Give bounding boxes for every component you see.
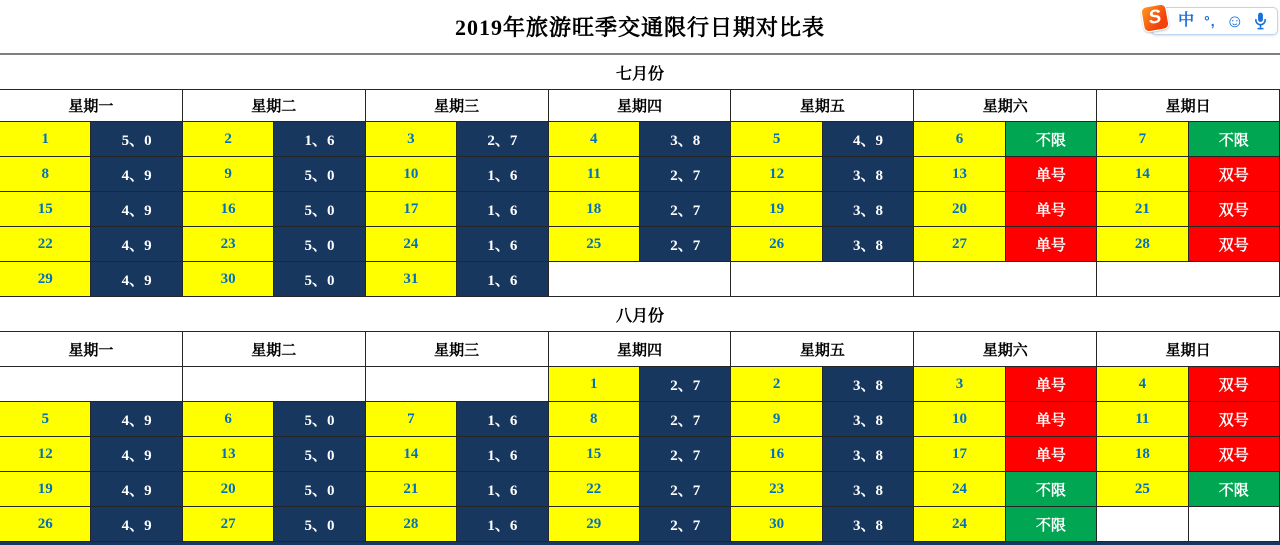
weekday-header-1: 星期一 (0, 90, 183, 122)
page-title: 2019年旅游旺季交通限行日期对比表 (454, 15, 825, 40)
weekday-header-6: 星期六 (914, 332, 1097, 367)
calendar-july (0, 90, 1280, 297)
restriction-cell: 4、9 (91, 192, 182, 227)
weekday-header-6: 星期六 (914, 90, 1097, 122)
restriction-cell: 3、8 (823, 402, 914, 437)
restriction-cell: 1、6 (457, 262, 548, 297)
date-cell: 6 (183, 402, 274, 437)
restriction-cell: 4、9 (823, 122, 914, 157)
restriction-cell: 5、0 (274, 472, 365, 507)
restriction-cell: 双号 (1189, 367, 1280, 402)
date-cell: 7 (366, 402, 457, 437)
empty-day-cell (731, 262, 914, 297)
restriction-cell: 4、9 (91, 437, 182, 472)
date-cell: 29 (549, 507, 640, 542)
date-cell: 18 (549, 192, 640, 227)
empty-day-cell (1097, 262, 1280, 297)
restriction-cell: 5、0 (274, 157, 365, 192)
sogou-logo-icon[interactable]: S (1140, 3, 1170, 33)
restriction-cell: 5、0 (274, 192, 365, 227)
restriction-cell: 3、8 (823, 472, 914, 507)
weekday-header-1: 星期一 (0, 332, 183, 367)
date-cell: 12 (731, 157, 822, 192)
restriction-cell: 4、9 (91, 472, 182, 507)
restriction-cell: 5、0 (274, 402, 365, 437)
date-cell: 14 (366, 437, 457, 472)
date-cell: 26 (0, 507, 91, 542)
date-cell: 11 (549, 157, 640, 192)
date-cell: 23 (183, 227, 274, 262)
date-cell: 8 (549, 402, 640, 437)
date-cell: 20 (183, 472, 274, 507)
restriction-cell: 2、7 (640, 507, 731, 542)
date-cell: 19 (731, 192, 822, 227)
restriction-cell: 2、7 (457, 122, 548, 157)
weekday-header-2: 星期二 (183, 90, 366, 122)
calendar-august (0, 332, 1280, 542)
empty-day-cell (0, 367, 183, 402)
date-cell: 15 (549, 437, 640, 472)
restriction-cell: 3、8 (823, 367, 914, 402)
date-cell: 3 (914, 367, 1005, 402)
date-cell: 19 (0, 472, 91, 507)
restriction-cell: 不限 (1006, 122, 1097, 157)
restriction-cell: 2、7 (640, 227, 731, 262)
restriction-cell: 不限 (1006, 472, 1097, 507)
date-cell: 30 (183, 262, 274, 297)
date-cell: 29 (0, 262, 91, 297)
weekday-header-7: 星期日 (1097, 90, 1280, 122)
microphone-glyph (1254, 11, 1267, 31)
date-cell: 20 (914, 192, 1005, 227)
restriction-cell: 单号 (1006, 437, 1097, 472)
restriction-cell: 2、7 (640, 472, 731, 507)
restriction-cell: 4、9 (91, 507, 182, 542)
date-cell: 12 (0, 437, 91, 472)
date-cell: 21 (366, 472, 457, 507)
date-cell: 16 (731, 437, 822, 472)
restriction-cell: 单号 (1006, 192, 1097, 227)
restriction-cell: 4、9 (91, 262, 182, 297)
restriction-cell: 5、0 (274, 507, 365, 542)
empty-restriction-cell (1189, 507, 1280, 542)
date-cell: 9 (731, 402, 822, 437)
date-cell: 10 (914, 402, 1005, 437)
restriction-cell: 1、6 (457, 402, 548, 437)
restriction-cell: 1、6 (457, 507, 548, 542)
restriction-cell: 3、8 (823, 192, 914, 227)
restriction-cell: 3、8 (823, 437, 914, 472)
date-cell: 18 (1097, 437, 1188, 472)
restriction-cell: 双号 (1189, 227, 1280, 262)
empty-date-cell (1097, 507, 1188, 542)
ime-language-toggle[interactable]: 中 (1178, 12, 1195, 29)
restriction-cell: 5、0 (91, 122, 182, 157)
weekday-header-7: 星期日 (1097, 332, 1280, 367)
restriction-cell: 2、7 (640, 367, 731, 402)
ime-microphone-icon[interactable] (1254, 11, 1267, 31)
date-cell: 28 (1097, 227, 1188, 262)
restriction-cell: 1、6 (457, 227, 548, 262)
restriction-cell: 1、6 (457, 157, 548, 192)
date-cell: 24 (914, 507, 1005, 542)
date-cell: 24 (914, 472, 1005, 507)
restriction-cell: 5、0 (274, 227, 365, 262)
date-cell: 30 (731, 507, 822, 542)
date-cell: 4 (1097, 367, 1188, 402)
date-cell: 14 (1097, 157, 1188, 192)
restriction-cell: 1、6 (274, 122, 365, 157)
empty-day-cell (914, 262, 1097, 297)
restriction-cell: 双号 (1189, 402, 1280, 437)
weekday-header-4: 星期四 (549, 90, 732, 122)
restriction-cell: 3、8 (823, 227, 914, 262)
date-cell: 5 (0, 402, 91, 437)
date-cell: 28 (366, 507, 457, 542)
date-cell: 22 (549, 472, 640, 507)
date-cell: 22 (0, 227, 91, 262)
month-title-august: 八月份 (0, 297, 1280, 332)
date-cell: 7 (1097, 122, 1188, 157)
date-cell: 8 (0, 157, 91, 192)
date-cell: 3 (366, 122, 457, 157)
restriction-cell: 不限 (1189, 472, 1280, 507)
date-cell: 1 (549, 367, 640, 402)
date-cell: 21 (1097, 192, 1188, 227)
date-cell: 13 (914, 157, 1005, 192)
restriction-cell: 单号 (1006, 402, 1097, 437)
ime-emoji-icon[interactable]: ☺ (1225, 11, 1244, 31)
date-cell: 5 (731, 122, 822, 157)
title-bar (0, 0, 1280, 55)
date-cell: 13 (183, 437, 274, 472)
empty-day-cell (549, 262, 732, 297)
month-title-july: 七月份 (0, 55, 1280, 90)
ime-toolbar (1146, 6, 1278, 35)
restriction-cell: 3、8 (640, 122, 731, 157)
date-cell: 16 (183, 192, 274, 227)
date-cell: 23 (731, 472, 822, 507)
date-cell: 24 (366, 227, 457, 262)
date-cell: 4 (549, 122, 640, 157)
date-cell: 9 (183, 157, 274, 192)
date-cell: 17 (366, 192, 457, 227)
date-cell: 26 (731, 227, 822, 262)
restriction-cell: 3、8 (823, 157, 914, 192)
date-cell: 27 (183, 507, 274, 542)
restriction-cell: 3、8 (823, 507, 914, 542)
date-cell: 31 (366, 262, 457, 297)
date-cell: 25 (1097, 472, 1188, 507)
weekday-header-5: 星期五 (731, 332, 914, 367)
date-cell: 15 (0, 192, 91, 227)
restriction-cell: 2、7 (640, 402, 731, 437)
ime-punctuation-toggle[interactable]: °, (1204, 13, 1216, 29)
month-section-august (0, 297, 1280, 542)
empty-day-cell (366, 367, 549, 402)
restriction-cell: 单号 (1006, 157, 1097, 192)
restriction-cell: 5、0 (274, 437, 365, 472)
restriction-cell: 2、7 (640, 157, 731, 192)
restriction-cell: 单号 (1006, 227, 1097, 262)
restriction-cell: 1、6 (457, 472, 548, 507)
date-cell: 2 (731, 367, 822, 402)
restriction-cell: 4、9 (91, 402, 182, 437)
date-cell: 1 (0, 122, 91, 157)
restriction-cell: 不限 (1006, 507, 1097, 542)
restriction-cell: 双号 (1189, 192, 1280, 227)
weekday-header-2: 星期二 (183, 332, 366, 367)
restriction-cell: 2、7 (640, 437, 731, 472)
restriction-cell: 单号 (1006, 367, 1097, 402)
date-cell: 10 (366, 157, 457, 192)
restriction-cell: 双号 (1189, 437, 1280, 472)
restriction-cell: 2、7 (640, 192, 731, 227)
restriction-cell: 4、9 (91, 157, 182, 192)
month-section-july (0, 55, 1280, 297)
date-cell: 17 (914, 437, 1005, 472)
restriction-cell: 5、0 (274, 262, 365, 297)
weekday-header-3: 星期三 (366, 332, 549, 367)
date-cell: 11 (1097, 402, 1188, 437)
restriction-cell: 4、9 (91, 227, 182, 262)
date-cell: 25 (549, 227, 640, 262)
restriction-cell: 1、6 (457, 192, 548, 227)
date-cell: 2 (183, 122, 274, 157)
weekday-header-5: 星期五 (731, 90, 914, 122)
restriction-cell: 1、6 (457, 437, 548, 472)
weekday-header-4: 星期四 (549, 332, 732, 367)
weekday-header-3: 星期三 (366, 90, 549, 122)
restriction-cell: 双号 (1189, 157, 1280, 192)
restriction-cell: 不限 (1189, 122, 1280, 157)
date-cell: 6 (914, 122, 1005, 157)
date-cell: 27 (914, 227, 1005, 262)
empty-day-cell (183, 367, 366, 402)
